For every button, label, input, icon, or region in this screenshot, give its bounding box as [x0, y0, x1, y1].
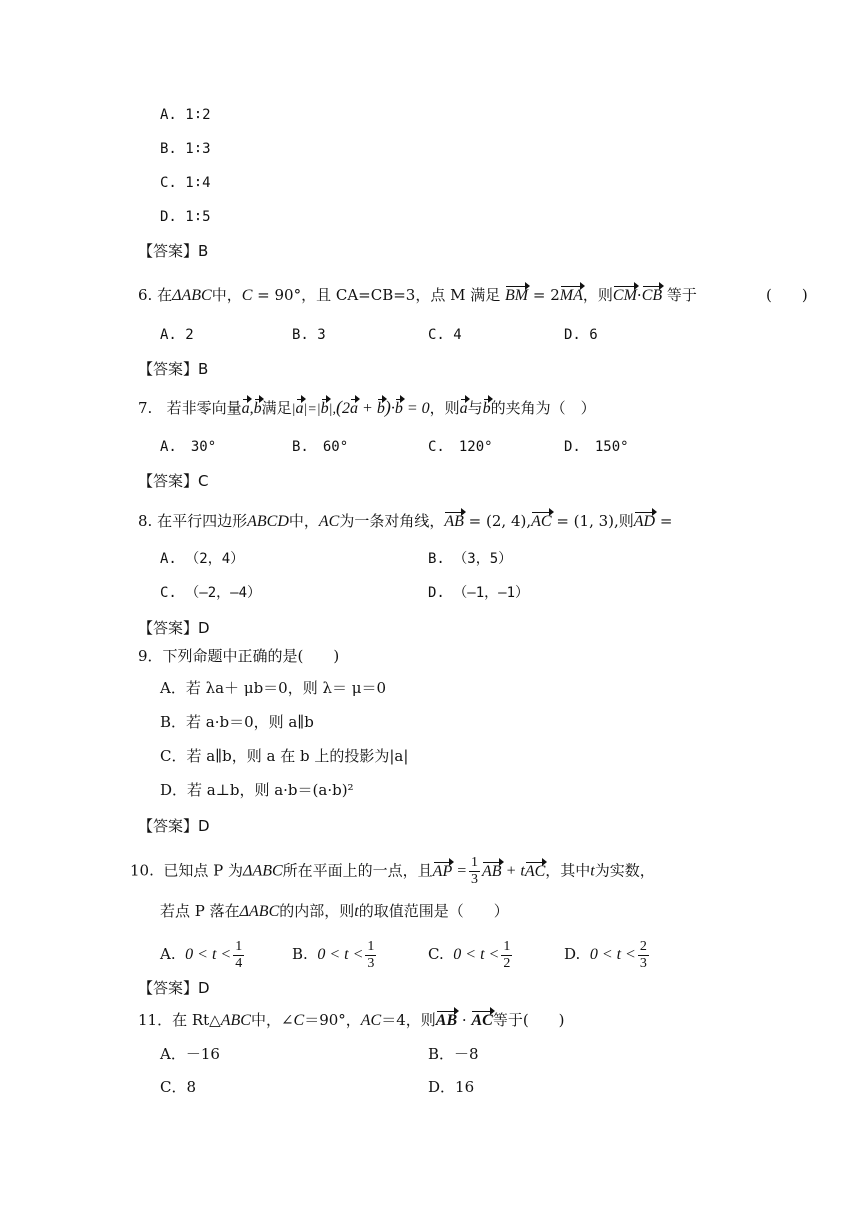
q11-option-c: C．8 [160, 1078, 197, 1096]
q5-answer: 【答案】B [138, 242, 209, 260]
q7-stem: 7. 若非零向量a,b满足|a|=|b|,(2a + b)·b = 0，则a与b的夹角为（ ） [138, 396, 596, 421]
q8-answer: 【答案】D [138, 619, 210, 637]
vector-ab: AB [482, 861, 502, 883]
q7-answer: 【答案】C [138, 472, 209, 490]
vector-bm: BM [505, 285, 528, 307]
vector-ac-bold: AC [471, 1010, 492, 1032]
q5-option-d: D. 1∶5 [160, 209, 211, 225]
vector-ab: AB [444, 511, 464, 533]
vector-a: a [242, 398, 250, 420]
vector-ac: AC [525, 861, 545, 883]
q10-stem-line2: 若点 P 落在ΔABC的内部，则t的取值范围是（ ） [160, 902, 509, 920]
vector-ab-bold: AB [436, 1010, 457, 1032]
q10-option-c: C. 0 < t < $\frac{1}{2}$ [428, 938, 511, 971]
q7-option-d: D. 150° [564, 439, 629, 455]
vector-cm: CM [613, 285, 637, 307]
vector-b: b [254, 398, 262, 420]
q8-option-d: D. （—1，—1） [428, 585, 530, 601]
q5-option-c: C. 1∶4 [160, 175, 211, 191]
q8-option-a: A. （2，4） [160, 551, 245, 567]
q9-option-c: C．若 a∥b，则 a 在 b 上的投影为|a| [160, 747, 409, 765]
q6-stem: 6. 在ΔABC中，C = 90°，且 CA=CB=3，点 M 满足 BM = 2MA，则CM·CB 等于 [138, 284, 697, 307]
q8-option-c: C. （—2，—4） [160, 585, 262, 601]
q7-option-c: C. 120° [428, 439, 493, 455]
q6-paren: ( ) [766, 286, 808, 304]
q10-option-a: A. 0 < t < $\frac{1}{4}$ [160, 938, 243, 971]
q11-option-a: A．－16 [160, 1045, 220, 1063]
q8-stem: 8. 在平行四边形ABCD中，AC为一条对角线，AB = (2, 4),AC = (1, 3),则AD = [138, 510, 672, 533]
q10-stem: 10. 已知点 P 为ΔABC所在平面上的一点，且AP = $\frac{1}{3}$ AB + tAC，其中t为实数， [130, 855, 655, 887]
q10-option-b: B. 0 < t < $\frac{1}{3}$ [292, 938, 375, 971]
q9-stem: 9．下列命题中正确的是( ) [138, 647, 340, 665]
q6-option-a: A. 2 [160, 327, 194, 343]
q9-option-d: D．若 a⊥b，则 a·b＝(a·b)² [160, 781, 354, 799]
vector-ac: AC [531, 511, 551, 533]
q9-answer: 【答案】D [138, 817, 210, 835]
q6-option-b: B. 3 [292, 327, 326, 343]
q5-option-b: B. 1∶3 [160, 141, 211, 157]
q9-option-a: A．若 λa＋ μb＝0，则 λ＝ μ＝0 [160, 679, 387, 697]
vector-ma: MA [560, 285, 583, 307]
q11-option-b: B．－8 [428, 1045, 479, 1063]
fraction-one-third: $\frac{1}{3}$ [471, 855, 479, 887]
vector-cb: CB [642, 285, 662, 307]
q11-stem: 11．在 Rt△ABC中，∠C＝90°，AC＝4，则AB · AC等于( ) [138, 1009, 565, 1032]
q9-option-b: B．若 a·b＝0，则 a∥b [160, 713, 314, 731]
q6-option-d: D. 6 [564, 327, 598, 343]
vector-ap: AP [433, 861, 453, 883]
q11-option-d: D．16 [428, 1078, 475, 1096]
q5-option-a: A. 1∶2 [160, 107, 211, 123]
q6-option-c: C. 4 [428, 327, 462, 343]
q10-answer: 【答案】D [138, 979, 210, 997]
vector-ad: AD [634, 511, 655, 533]
q10-option-d: D. 0 < t < $\frac{2}{3}$ [564, 938, 647, 971]
q6-answer: 【答案】B [138, 360, 209, 378]
q7-option-a: A. 30° [160, 439, 217, 455]
q7-option-b: B. 60° [292, 439, 349, 455]
q8-option-b: B. （3，5） [428, 551, 513, 567]
